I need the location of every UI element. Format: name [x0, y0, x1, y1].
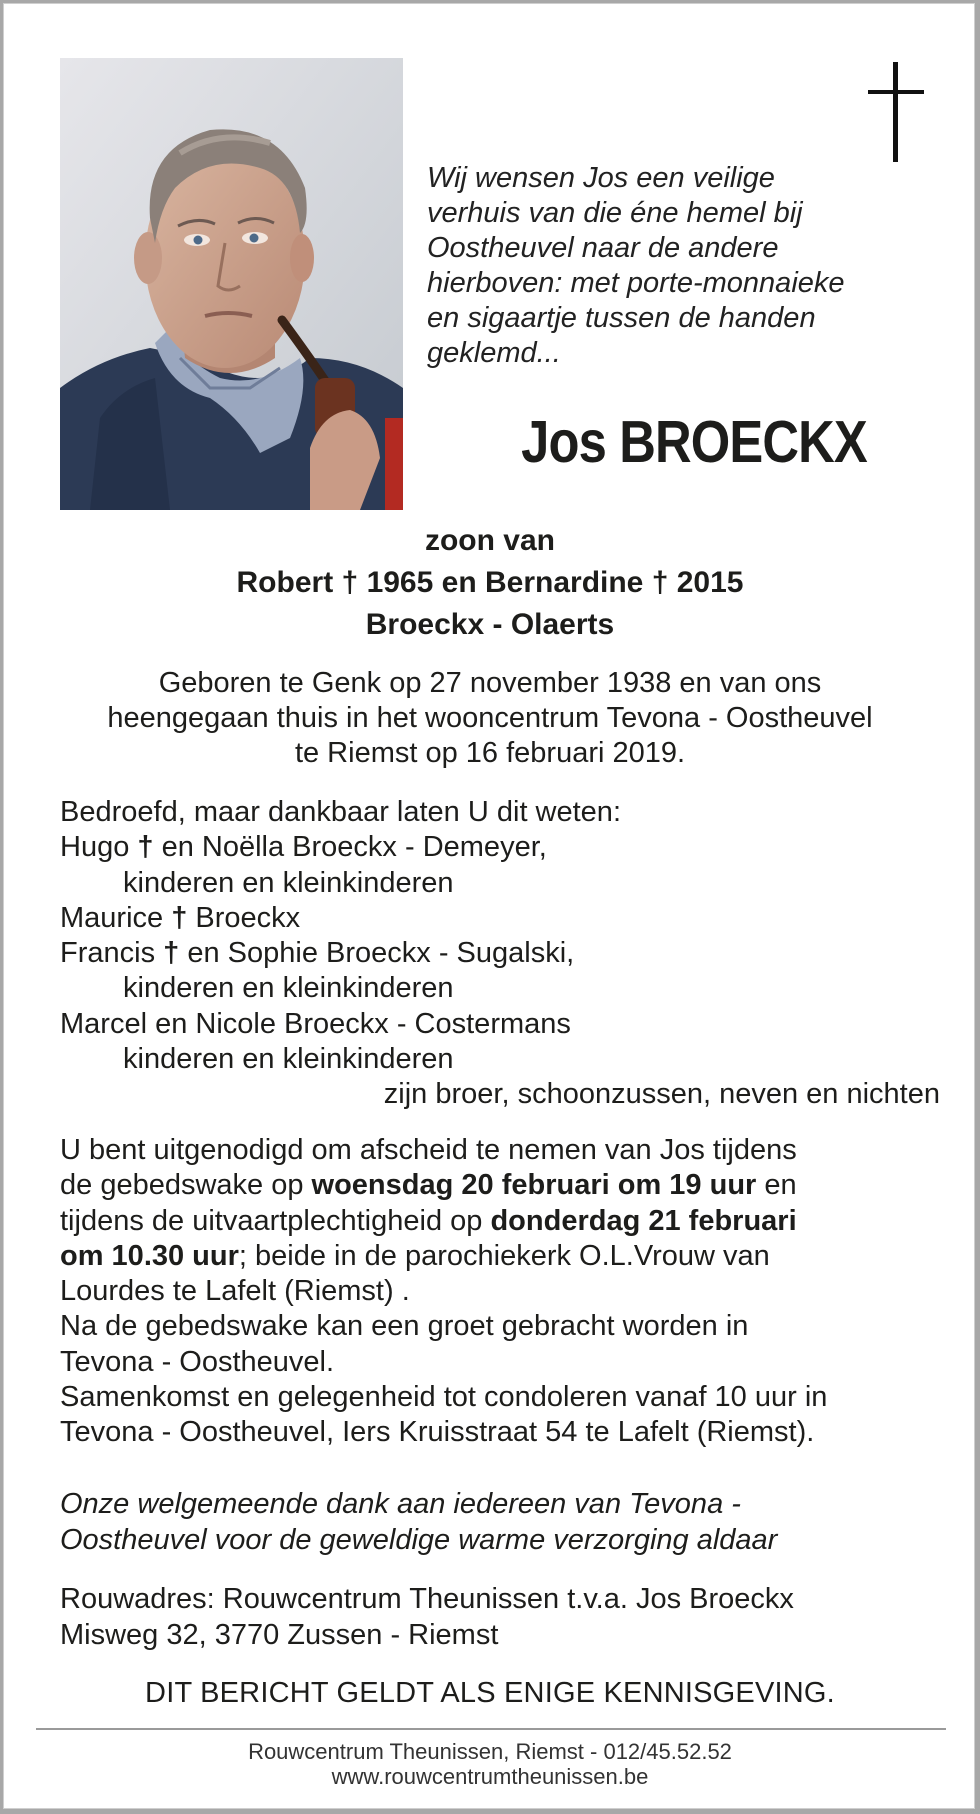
parents-surnames: Broeckx - Olaerts [365, 608, 615, 641]
funeral-time: om 10.30 uur [60, 1239, 239, 1272]
son-of-label: zoon van [424, 524, 555, 557]
footer-divider [36, 1728, 946, 1730]
ceremony-invitation: U bent uitgenodigd om afscheid te nemen van Jos tijdens de gebedswake op woensdag 20 februari om 19 uur en tijdens de uitvaartplechtigheid op donderdag 21 februari om 10.30 uur; beide in de parochiekerk O.L.Vrouw van Lourdes te Lafelt (Riemst) . Na de gebedswake kan een groet gebracht worden in Tevona - Oostheuvel. Samenkomst en gelegenheid tot condoleren vanaf 10 uur in Tevona - Oostheuvel, Iers Kruisstraat 54 te Lafelt (Riemst). [60, 1134, 828, 1449]
parents-names: Robert † 1965 en Bernardine † 2015 [236, 566, 744, 599]
funeral-notice-card [3, 3, 975, 1809]
parents-block [4, 520, 975, 646]
family-descendants: kinderen en kleinkinderen [123, 1043, 454, 1076]
dagger-icon: † [171, 901, 188, 934]
quote-line: en sigaartje tussen de handen [427, 302, 816, 334]
portrait-photo [60, 58, 403, 510]
farewell-quote [427, 161, 907, 371]
funeral-date: donderdag 21 februari [490, 1204, 797, 1237]
family-descendants: kinderen en kleinkinderen [123, 866, 454, 899]
quote-line: geklemd... [427, 337, 561, 369]
funeral-home-footer [4, 1739, 975, 1789]
quote-line: verhuis van die éne hemel bij [427, 197, 803, 229]
mourning-address: Rouwadres: Rouwcentrum Theunissen t.v.a. Jos Broeckx Misweg 32, 3770 Zussen - Riemst [60, 1583, 794, 1651]
family-member: Hugo † en Noëlla Broeckx - Demeyer, [60, 831, 547, 864]
thanks-note: Onze welgemeende dank aan iedereen van Tevona - Oostheuvel voor de geweldige warme verzorging aldaar [60, 1488, 778, 1556]
sole-notice-text: DIT BERICHT GELDT ALS ENIGE KENNISGEVING. [145, 1677, 835, 1709]
funeral-home-contact: Rouwcentrum Theunissen, Riemst - 012/45.52.52 [248, 1739, 732, 1764]
dagger-icon: † [163, 937, 180, 970]
family-intro: Bedroefd, maar dankbaar laten U dit weten: [60, 796, 621, 828]
deceased-name: Jos BROECKX [521, 409, 867, 475]
family-member: Francis † en Sophie Broeckx - Sugalski, [60, 937, 575, 970]
dagger-icon: † [137, 831, 154, 864]
quote-line: Oostheuvel naar de andere [427, 232, 779, 264]
portrait-illustration [60, 58, 403, 510]
family-descendants: kinderen en kleinkinderen [123, 972, 454, 1005]
wake-date: woensdag 20 februari om 19 uur [311, 1169, 757, 1202]
family-member: Marcel en Nicole Broeckx - Costermans [60, 1007, 571, 1040]
dagger-icon: † [651, 566, 669, 599]
latin-cross-icon [866, 62, 926, 162]
birth-death-text: Geboren te Genk op 27 november 1938 en van ons heengegaan thuis in het wooncentrum Tevona - Oostheuvel te Riemst op 16 februari 2019. [107, 667, 873, 769]
family-member: Maurice † Broeckx [60, 901, 301, 934]
family-list [60, 795, 940, 1113]
dagger-icon: † [341, 566, 359, 599]
quote-line: hierboven: met porte-monnaieke [427, 267, 845, 299]
family-relatives: zijn broer, schoonzussen, neven en nichten [383, 1078, 940, 1111]
quote-line: Wij wensen Jos een veilige [427, 162, 775, 194]
funeral-home-website[interactable]: www.rouwcentrumtheunissen.be [331, 1764, 649, 1789]
